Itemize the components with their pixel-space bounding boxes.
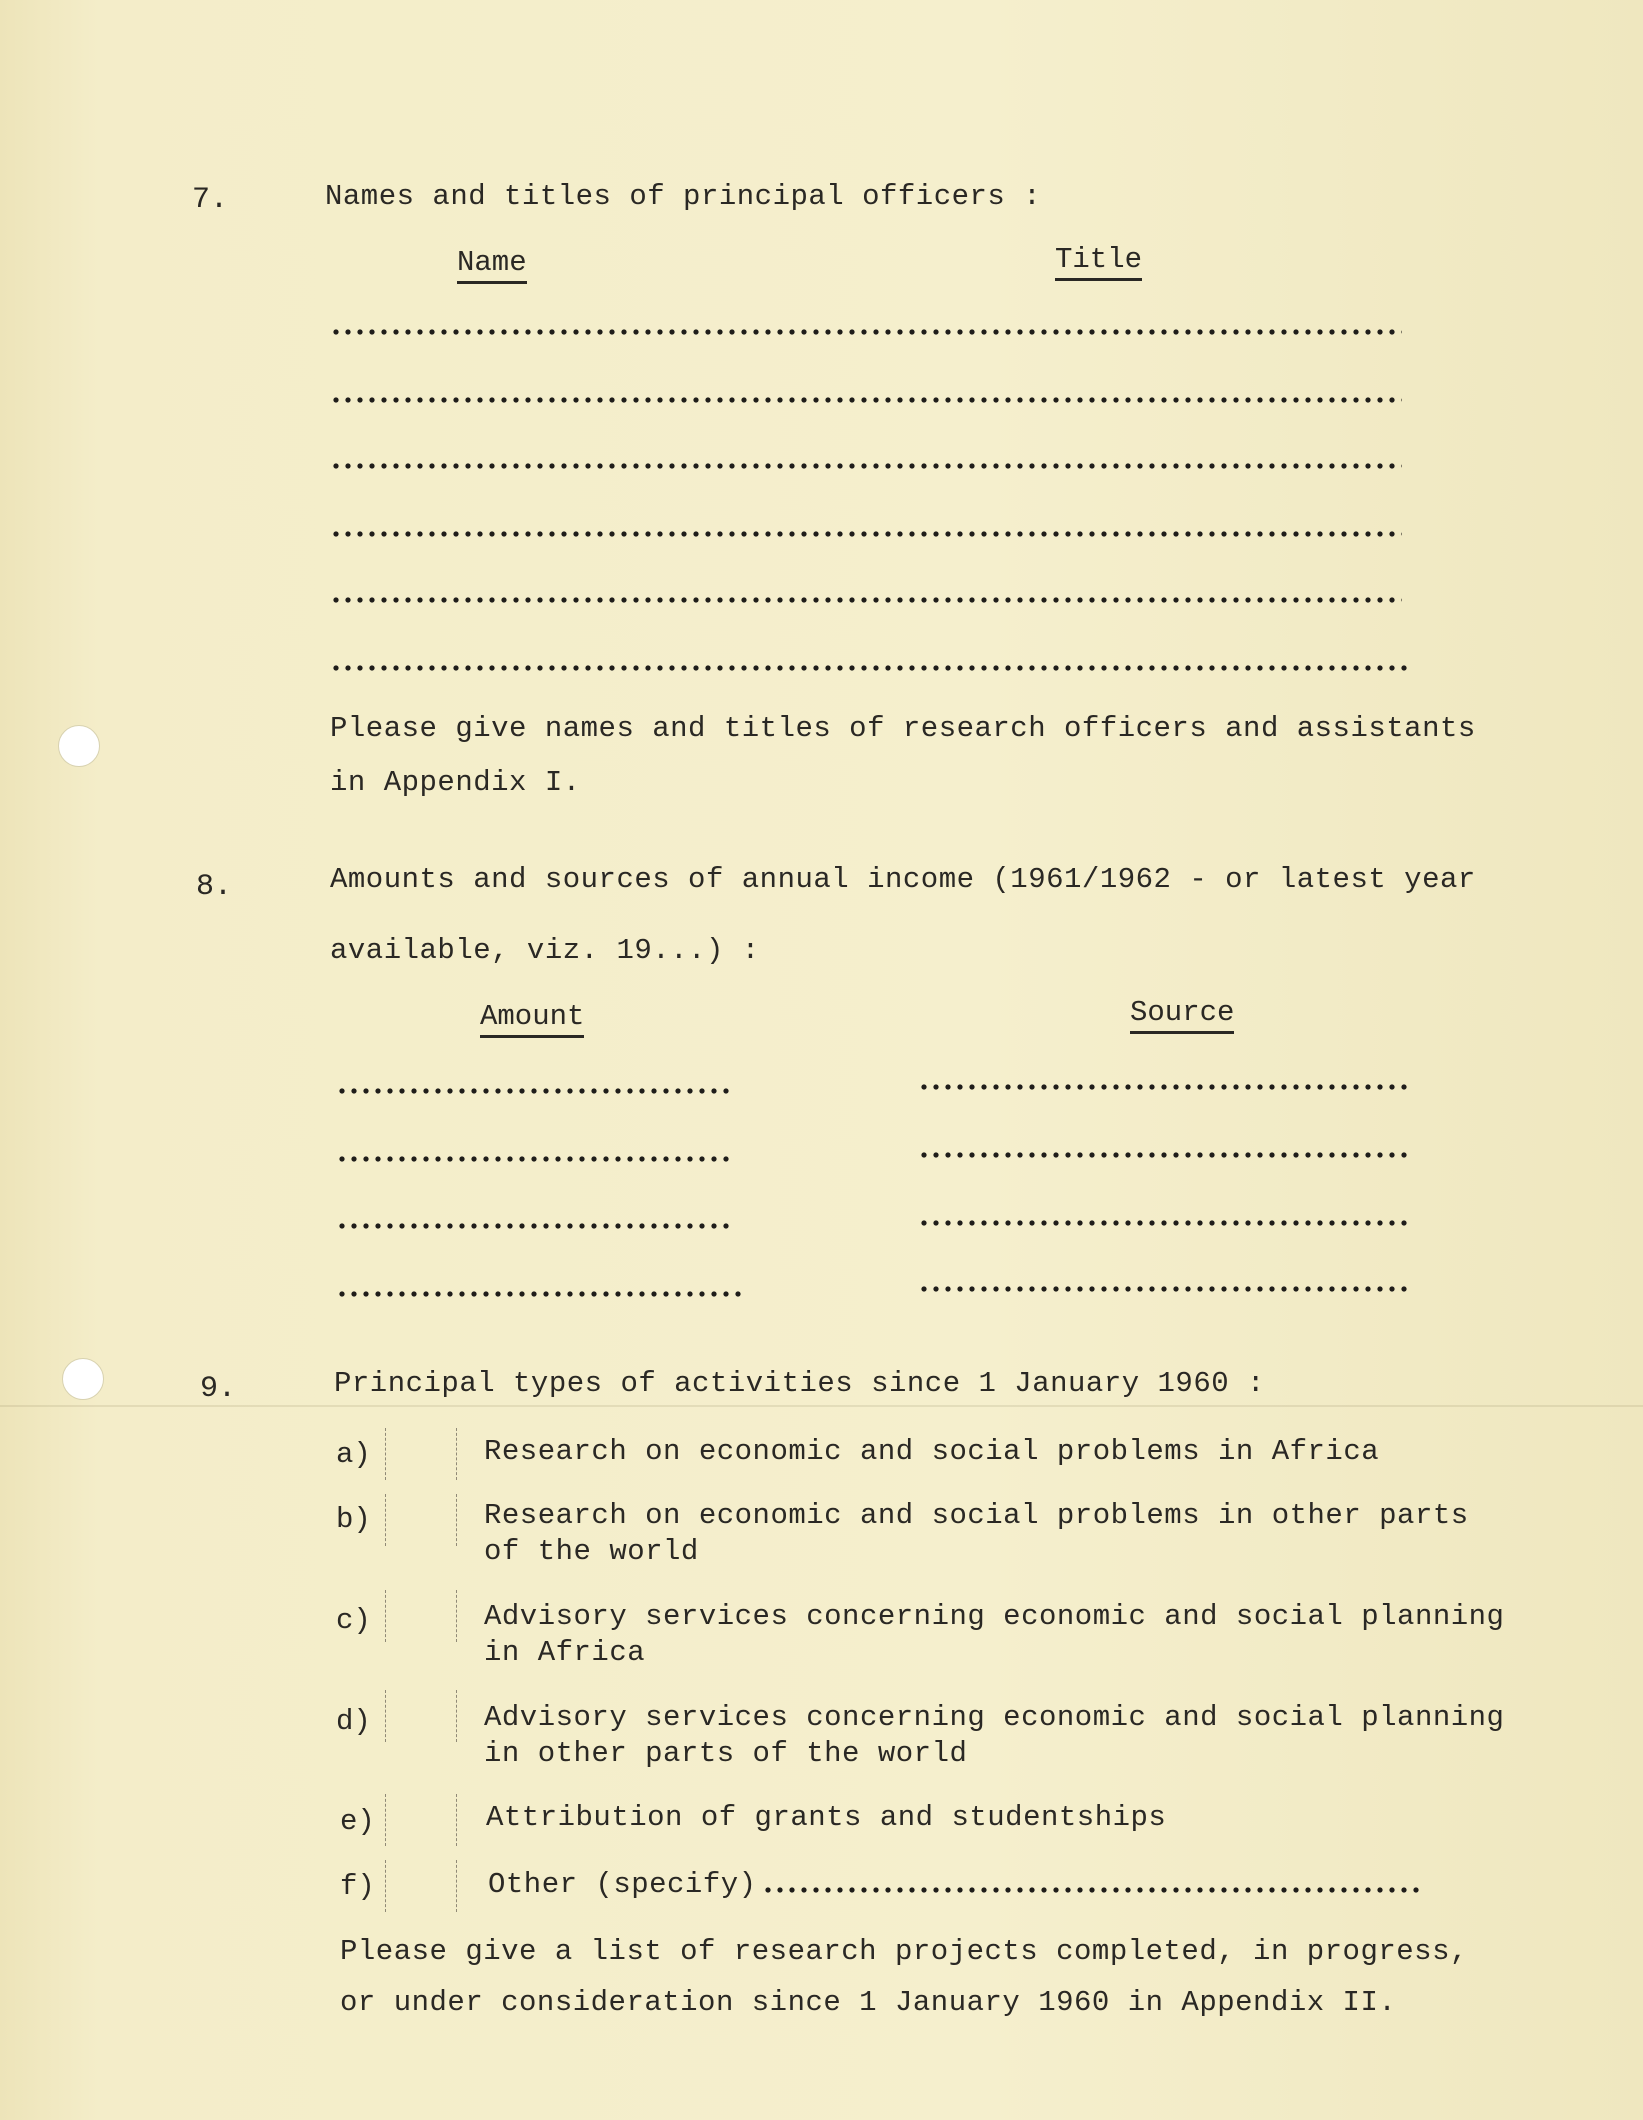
source-entry-line-2[interactable] [918,1151,1412,1159]
officer-entry-line-2[interactable] [330,396,1402,404]
source-entry-line-1[interactable] [918,1083,1412,1091]
section-9-note-line-1: Please give a list of research projects completed, in progress, [340,1935,1468,1968]
paper-fold [0,1405,1643,1407]
section-9-number: 9. [200,1372,237,1406]
activity-c-label-line-1: Advisory services concerning economic and social planning [484,1600,1505,1633]
activity-f-specify-line[interactable] [762,1886,1422,1894]
activity-d-checkbox[interactable] [385,1690,457,1742]
section-7-question: Names and titles of principal officers : [325,180,1042,213]
amount-entry-line-4[interactable] [336,1290,744,1298]
punch-hole-upper [58,725,100,767]
amount-entry-line-1[interactable] [336,1087,732,1095]
activity-e-label: Attribution of grants and studentships [486,1801,1167,1834]
punch-hole-lower [62,1358,104,1400]
activity-e-letter: e) [340,1805,375,1838]
officer-entry-line-6[interactable] [330,664,1408,672]
activity-b-checkbox[interactable] [385,1494,457,1546]
officer-entry-line-4[interactable] [330,530,1402,538]
column-header-name: Name [457,246,527,284]
activity-f-checkbox[interactable] [385,1860,457,1912]
section-9-question: Principal types of activities since 1 January 1960 : [334,1367,1265,1400]
activity-a-label: Research on economic and social problems in Africa [484,1435,1380,1468]
column-header-amount: Amount [480,1000,584,1038]
activity-d-label-line-1: Advisory services concerning economic and social planning [484,1701,1505,1734]
section-8-question-line-1: Amounts and sources of annual income (1961/1962 - or latest year [330,863,1476,896]
activity-a-checkbox[interactable] [385,1428,457,1480]
officer-entry-line-1[interactable] [330,328,1402,336]
activity-d-letter: d) [336,1705,371,1738]
activity-c-checkbox[interactable] [385,1590,457,1642]
activity-b-label-line-2: of the world [484,1535,699,1568]
activity-d-label-line-2: in other parts of the world [484,1737,968,1770]
section-8-question-line-2: available, viz. 19...) : [330,934,760,967]
amount-entry-line-2[interactable] [336,1155,732,1163]
activity-b-letter: b) [336,1503,371,1536]
section-7-number: 7. [192,183,229,217]
source-entry-line-3[interactable] [918,1219,1412,1227]
section-7-note-line-2: in Appendix I. [330,766,581,799]
amount-entry-line-3[interactable] [336,1222,732,1230]
activity-b-label-line-1: Research on economic and social problems in other parts [484,1499,1469,1532]
section-8-number: 8. [196,870,233,904]
source-entry-line-4[interactable] [918,1285,1412,1293]
column-header-source: Source [1130,996,1234,1034]
officer-entry-line-3[interactable] [330,462,1402,470]
section-9-note-line-2: or under consideration since 1 January 1960 in Appendix II. [340,1986,1397,2019]
activity-a-letter: a) [336,1438,371,1471]
activity-e-checkbox[interactable] [385,1794,457,1846]
section-7-note-line-1: Please give names and titles of research officers and assistants [330,712,1476,745]
column-header-title: Title [1055,243,1142,281]
activity-f-label: Other (specify) [488,1868,757,1901]
activity-c-label-line-2: in Africa [484,1636,646,1669]
activity-f-letter: f) [340,1870,375,1903]
officer-entry-line-5[interactable] [330,596,1402,604]
activity-c-letter: c) [336,1604,371,1637]
